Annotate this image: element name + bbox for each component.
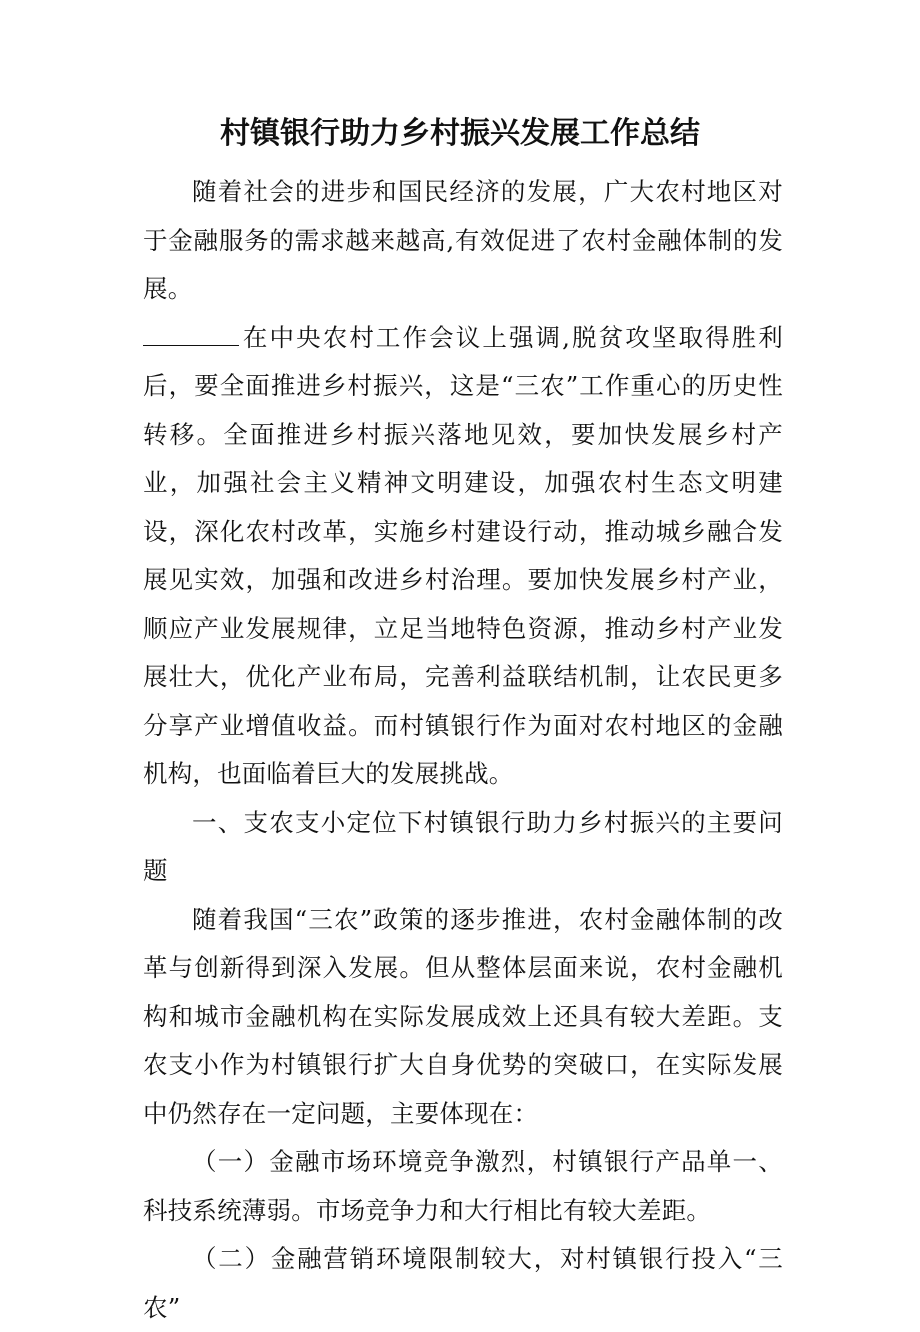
list-item: （二）金融营销环境限制较大，对村镇银行投入“三农” — [143, 1244, 783, 1322]
intro-paragraph-continued — [143, 314, 783, 799]
list-item: （一）金融市场环境竞争激烈，村镇银行产品单一、科技系统薄弱。市场竞争力和大行相比有较大差距。 — [143, 1147, 783, 1225]
section-paragraph: 随着我国“三农”政策的逐步推进，农村金融体制的改革与创新得到深入发展。但从整体层面来说，农村金融机构和城市金融机构在实际发展成效上还具有较大差距。支农支小作为村镇银行扩大自身优势的突破口，在实际发展中仍然存在一定问题，主要体现在： — [143, 904, 783, 1128]
document-title: 村镇银行助力乡村振兴发展工作总结 — [220, 116, 700, 151]
intro-paragraph-text: 在中央农村工作会议上强调,脱贫攻坚取得胜利后，要全面推进乡村振兴，这是“三农”工作重心的历史性转移。全面推进乡村振兴落地见效，要加快发展乡村产业，加强社会主义精神文明建设，加强农村生态文明建设，深化农村改革，实施乡村建设行动，推动城乡融合发展见实效，加强和改进乡村治理。要加快发展乡村产业，顺应产业发展规律，立足当地特色资源，推动乡村产业发展壮大，优化产业布局，完善利益联结机制，让农民更多分享产业增值收益。而村镇银行作为面对农村地区的金融机构，也面临着巨大的发展挑战。 — [143, 322, 783, 788]
fill-in-blank — [143, 325, 239, 346]
section-heading: 一、支农支小定位下村镇银行助力乡村振兴的主要问题 — [143, 807, 783, 885]
intro-paragraph: 随着社会的进步和国民经济的发展，广大农村地区对于金融服务的需求越来越高,有效促进了农村金融体制的发展。 — [143, 177, 783, 303]
document-body — [143, 168, 783, 1332]
